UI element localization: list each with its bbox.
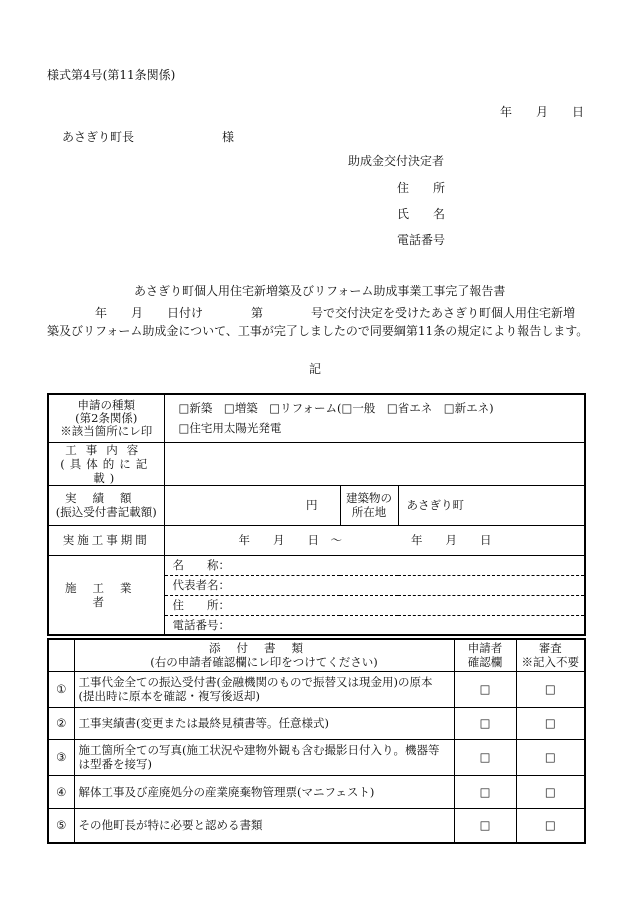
applicant-checkbox[interactable]: □ bbox=[454, 671, 516, 707]
application-type-options[interactable] bbox=[164, 394, 585, 442]
amount-label: 実績額 (振込受付書記載額) bbox=[48, 485, 164, 525]
paragraph-line-1: 年 月 日付け 第 号で交付決定を受けたあさぎり町個人用住宅新増 bbox=[95, 306, 576, 320]
row-number: ① bbox=[48, 671, 74, 707]
phone-label: 電話番号 bbox=[397, 233, 446, 247]
document-description: 工事代金全ての振込受付書(金融機関のもので振替又は現金用)の原本 (提出時に原本を確認・複写後返却) bbox=[74, 671, 454, 707]
work-content-field[interactable] bbox=[164, 442, 585, 485]
applicant-checkbox[interactable]: □ bbox=[454, 707, 516, 739]
building-location-field[interactable] bbox=[398, 485, 585, 525]
type-options-line-2[interactable]: □住宅用太陽光発電 bbox=[178, 421, 282, 436]
document-description: その他町長が特に必要と認める書類 bbox=[74, 808, 454, 843]
addressee: あさぎり町長 bbox=[62, 130, 135, 144]
review-checkbox: □ bbox=[516, 707, 585, 739]
applicant-title: 助成金交付決定者 bbox=[348, 154, 445, 168]
yen-unit: 円 bbox=[306, 498, 318, 512]
row-number: ③ bbox=[48, 739, 74, 775]
report-title: あさぎり町個人用住宅新増築及びリフォーム助成事業工事完了報告書 bbox=[134, 284, 506, 298]
row-number: ② bbox=[48, 707, 74, 739]
amount-field[interactable] bbox=[164, 485, 340, 525]
location-value: あさぎり町 bbox=[406, 498, 464, 512]
applicant-checkbox[interactable]: □ bbox=[454, 808, 516, 843]
applicant-checkbox[interactable]: □ bbox=[454, 775, 516, 808]
application-type-label: 申請の種類 (第2条関係) ※該当箇所にレ印 bbox=[48, 394, 164, 442]
header-review: 審査 ※記入不要 bbox=[516, 639, 585, 671]
header-num-cell bbox=[48, 639, 74, 671]
applicant-checkbox[interactable]: □ bbox=[454, 739, 516, 775]
period-value: 年 月 日 〜 年 月 日 bbox=[238, 533, 492, 547]
contractor-label: 施工業者 bbox=[48, 555, 164, 635]
contractor-phone-field[interactable]: 電話番号： bbox=[164, 615, 585, 635]
period-field[interactable] bbox=[164, 525, 585, 555]
work-content-label: 工事内容 (具体的に記載) bbox=[48, 442, 164, 485]
project-info-table bbox=[47, 393, 586, 636]
period-label: 実施工事期間 bbox=[48, 525, 164, 555]
document-description: 施工箇所全ての写真(施工状況や建物外観も含む撮影日付入り。機器等 は型番を接写) bbox=[74, 739, 454, 775]
document-description: 解体工事及び産廃処分の産業廃棄物管理票(マニフェスト) bbox=[74, 775, 454, 808]
review-checkbox: □ bbox=[516, 671, 585, 707]
form-number: 様式第4号(第11条関係) bbox=[47, 68, 176, 82]
contractor-address-field[interactable]: 住 所： bbox=[164, 595, 585, 615]
name-label: 氏 名 bbox=[397, 207, 446, 221]
address-label: 住 所 bbox=[397, 181, 446, 195]
review-checkbox: □ bbox=[516, 808, 585, 843]
attachments-table bbox=[47, 638, 586, 844]
submission-date: 年 月 日 bbox=[500, 105, 585, 119]
contractor-name-field[interactable]: 名 称： bbox=[164, 555, 585, 575]
header-documents: 添付書類 (右の申請者確認欄にレ印をつけてください) bbox=[74, 639, 454, 671]
building-location-label: 建築物の 所在地 bbox=[340, 485, 398, 525]
row-number: ④ bbox=[48, 775, 74, 808]
review-checkbox: □ bbox=[516, 739, 585, 775]
review-checkbox: □ bbox=[516, 775, 585, 808]
row-number: ⑤ bbox=[48, 808, 74, 843]
ki-marker: 記 bbox=[309, 362, 322, 376]
contractor-rep-field[interactable]: 代表者名： bbox=[164, 575, 585, 595]
paragraph-line-2: 築及びリフォーム助成金について、工事が完了しましたので同要綱第11条の規定により報告します。 bbox=[47, 324, 589, 338]
type-options-line-1[interactable]: □新築 □増築 □リフォーム(□一般 □省エネ □新エネ) bbox=[178, 401, 494, 416]
header-applicant-check: 申請者 確認欄 bbox=[454, 639, 516, 671]
addressee-honorific: 様 bbox=[222, 130, 235, 144]
document-description: 工事実績書(変更または最終見積書等。任意様式) bbox=[74, 707, 454, 739]
